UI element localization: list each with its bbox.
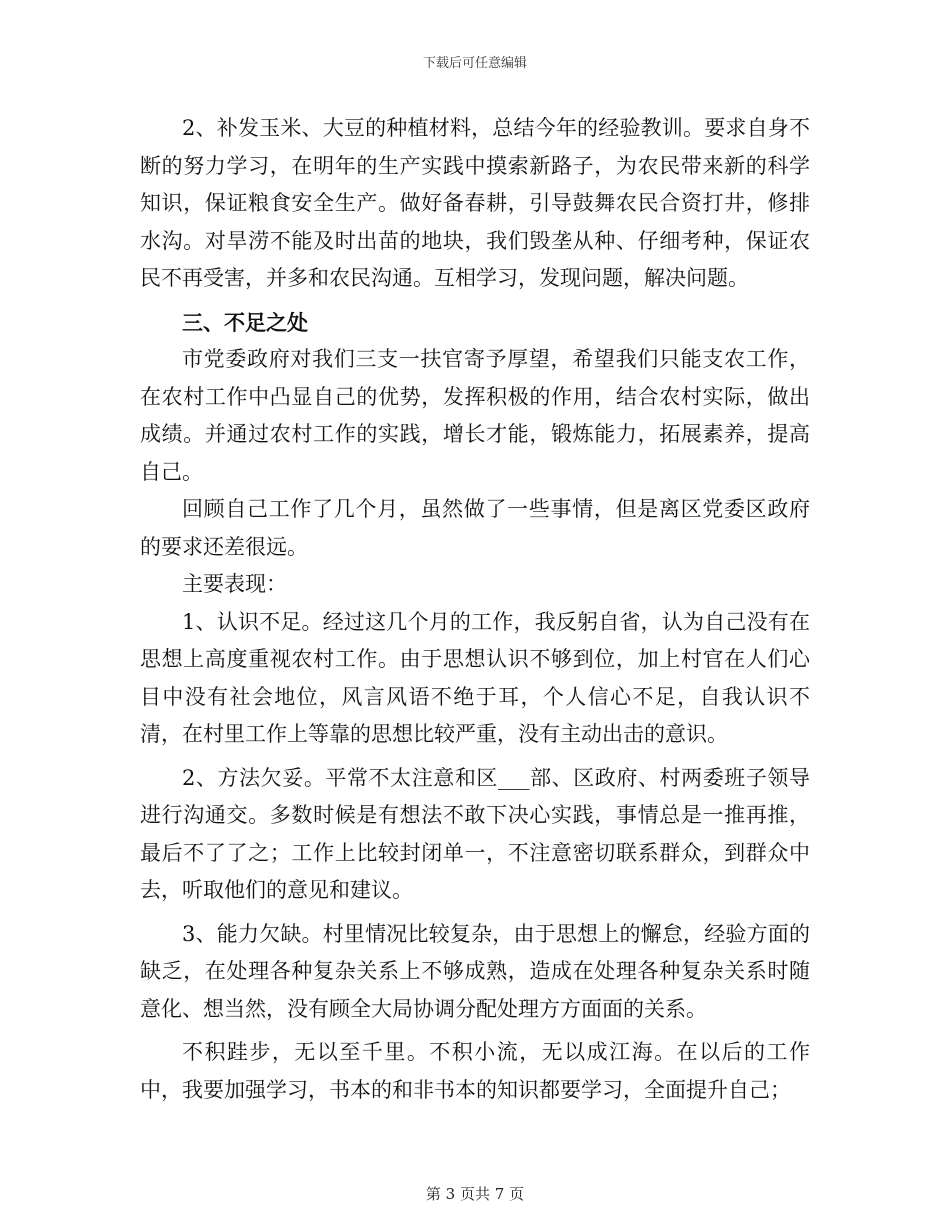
page-header: 下载后可任意编辑: [422, 56, 527, 71]
page-footer: 第 3 页共 7 页: [425, 1185, 525, 1203]
paragraph-item-2: 2、补发玉米、大豆的种植材料，总结今年的经验教训。要求自身不断的努力学习，在明年的生产实践中摸索新路子，为农民带来新的科学知识，保证粮食安全生产。做好备春耕，引导鼓舞农民合资打井，修排水沟。对旱涝不能及时出苗的地块，我们毁垄从种、仔细考种，保证农民不再受害，并多和农民沟通。互相学习，发现问题，解决问题。: [140, 116, 810, 290]
paragraph-conclusion: 不积跬步，无以至千里。不积小流，无以成江海。在以后的工作中，我要加强学习，书本的和非书本的知识都要学习，全面提升自己；: [140, 1040, 810, 1102]
paragraph-main-points-label: 主要表现：: [182, 572, 287, 596]
section-heading-shortcomings: 三、不足之处: [182, 309, 308, 335]
paragraph-point-2: 2、方法欠妥。平常不太注意和区___部、区政府、村两委班子领导进行沟通交。多数时候是有想法不敢下决心实践，事情总是一推再推，最后不了了之；工作上比较封闭单一，不注意密切联系群众，到群众中去，听取他们的意见和建议。: [140, 765, 810, 902]
paragraph-review: 回顾自己工作了几个月，虽然做了一些事情，但是离区党委区政府的要求还差很远。: [140, 497, 810, 559]
paragraph-expectations: 市党委政府对我们三支一扶官寄予厚望，希望我们只能支农工作，在农村工作中凸显自己的优势，发挥积极的作用，结合农村实际，做出成绩。并通过农村工作的实践，增长才能，锻炼能力，拓展素养，提高自己。: [140, 347, 810, 484]
paragraph-point-1: 1、认识不足。经过这几个月的工作，我反躬自省，认为自己没有在思想上高度重视农村工作。由于思想认识不够到位，加上村官在人们心目中没有社会地位，风言风语不绝于耳，个人信心不足，自我认识不清，在村里工作上等靠的思想比较严重，没有主动出击的意识。: [140, 609, 810, 746]
document-body: [140, 110, 810, 1109]
paragraph-point-3: 3、能力欠缺。村里情况比较复杂，由于思想上的懈怠，经验方面的缺乏，在处理各种复杂关系上不够成熟，造成在处理各种复杂关系时随意化、想当然，没有顾全大局协调分配处理方方面面的关系。: [140, 921, 810, 1021]
